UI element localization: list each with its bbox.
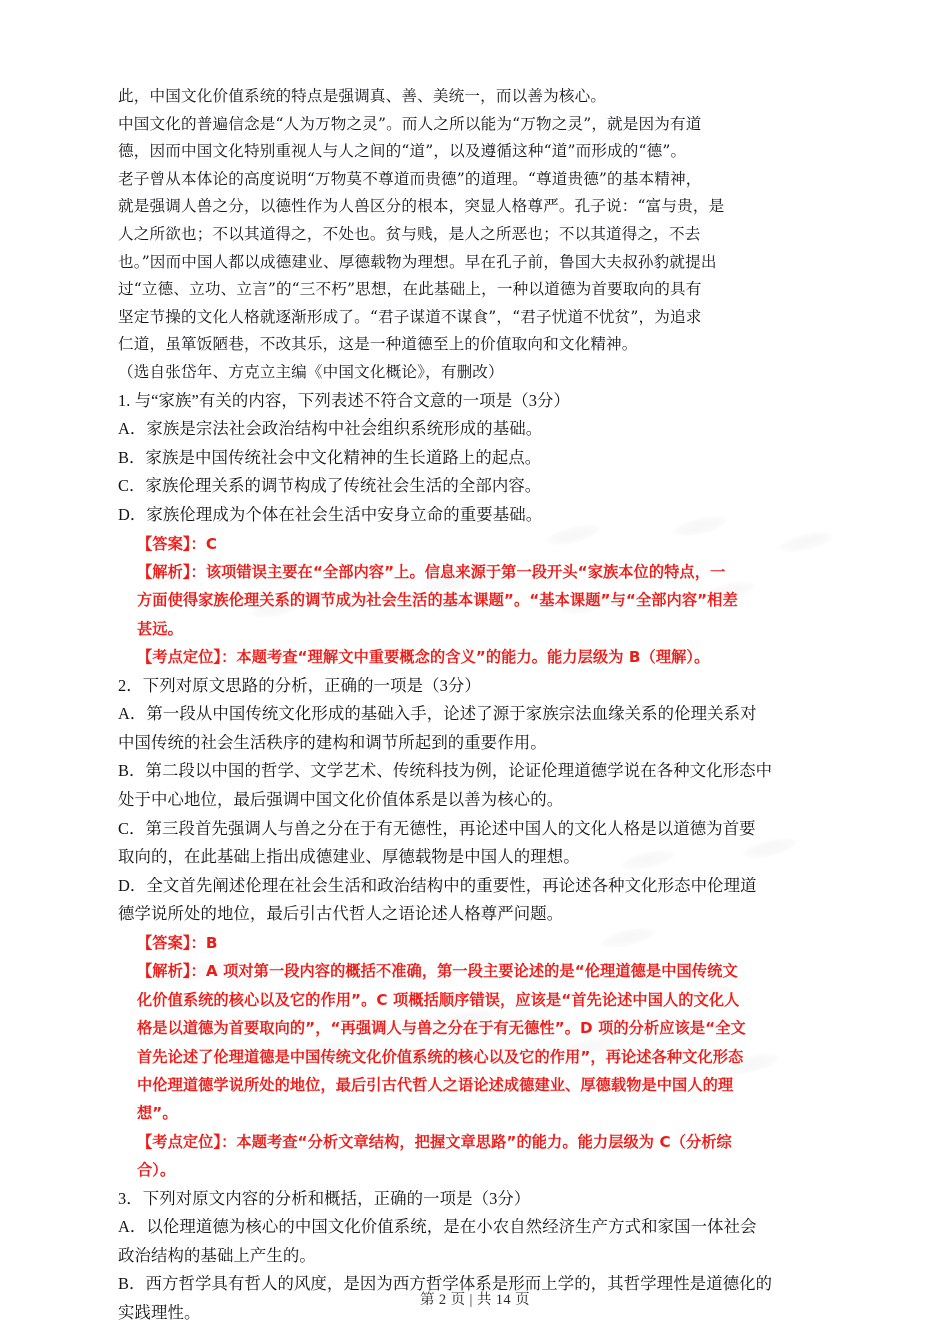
question-1-stem-before: 1. 与“家族”有关的内容，下列表述	[118, 390, 364, 410]
question-2-analysis-line: 格是以道德为首要取向的”，“再强调人与兽之分在于有无德性”。D 项的分析应该是“全文	[137, 1019, 746, 1038]
question-2-option-a[interactable]: A．第一段从中国传统文化形成的基础入手，论述了源于家族宗法血缘关系的伦理关系对	[118, 704, 757, 724]
question-1-locate-line: 【考点定位】：本题考查“理解文中重要概念的含义”的能力。能力层级为 B（理解）。	[137, 648, 710, 667]
question-2-answer	[137, 929, 834, 957]
question-1-stem-emphasis: 不符合 ・・・	[364, 387, 413, 416]
question-2-analysis-line: 首先论述了伦理道德是中国传统文化价值系统的核心以及它的作用”，再论述各种文化形态	[137, 1047, 744, 1066]
question-2-answer-block	[137, 929, 834, 1185]
answer-label: 【答案】：	[137, 534, 206, 553]
question-2-option-a-cont[interactable]: 中国传统的社会生活秩序的建构和调节所起到的重要作用。	[118, 732, 547, 752]
question-2-locate-line: 【考点定位】：本题考查“分析文章结构，把握文章思路”的能力。能力层级为 C（分析综	[137, 1132, 732, 1151]
question-1	[118, 387, 834, 672]
passage-line: 过“立德、立功、立言”的“三不朽”思想，在此基础上，一种以道德为首要取向的具有	[118, 280, 702, 299]
question-1-stem	[118, 387, 834, 416]
question-1-analysis-line: 方面使得家族伦理关系的调节成为社会生活的基本课题”。“基本课题”与“全部内容”相差	[137, 591, 738, 610]
question-2-analysis-line: 化价值系统的核心以及它的作用”。C 项概括顺序错误，应该是“首先论述中国人的文化人	[137, 990, 740, 1009]
question-3-option-b-cont[interactable]: 实践理性。	[118, 1302, 201, 1322]
question-2-option-d-cont[interactable]: 德学说所处的地位，最后引古代哲人之语论述人格尊严问题。	[118, 904, 564, 924]
passage-line: 坚定节操的文化人格就逐渐形成了。“君子谋道不谋食”，“君子忧道不忧贫”，为追求	[118, 307, 702, 326]
passage-line: 仁道，虽箪饭陋巷，不改其乐，这是一种道德至上的价值取向和文化精神。	[118, 335, 638, 354]
answer-label: 【答案】：	[137, 933, 206, 952]
passage-line: 老子曾从本体论的高度说明“万物莫不尊道而贵德”的道理。“尊道贵德”的基本精神，	[118, 169, 702, 188]
question-2-option-b[interactable]: B．第二段以中国的哲学、文学艺术、传统科技为例，论证伦理道德学说在各种文化形态中	[118, 761, 773, 781]
page-footer: 第 2 页 | 共 14 页	[419, 1292, 530, 1308]
passage-block	[118, 83, 834, 387]
passage-line: 中国文化的普遍信念是“人为万物之灵”。而人之所以能为“万物之灵”，就是因为有道	[118, 114, 702, 133]
question-2-analysis-line: 想”。	[137, 1104, 178, 1123]
passage-line: 人之所欲也；不以其道得之，不处也。贫与贱，是人之所恶也；不以其道得之，不去	[118, 224, 701, 243]
question-2-analysis-line: 【解析】：A 项对第一段内容的概括不准确，第一段主要论述的是“伦理道德是中国传统文	[137, 962, 738, 981]
question-1-answer	[137, 530, 834, 558]
question-2-stem: 2．下列对原文思路的分析，正确的一项是（3分）	[118, 675, 481, 695]
question-1-analysis-line: 甚远。	[137, 619, 183, 638]
passage-line: 德，因而中国文化特别重视人与人之间的“道”，以及遵循这种“道”而形成的“德”。	[118, 142, 687, 161]
question-3-option-b[interactable]: B．西方哲学具有哲人的风度，是因为西方哲学体系是形而上学的，其哲学理性是道德化的	[118, 1274, 773, 1294]
question-2-option-d[interactable]: D．全文首先阐述伦理在社会生活和政治结构中的重要性，再论述各种文化形态中伦理道	[118, 875, 757, 895]
question-1-option-c[interactable]: C．家族伦理关系的调节构成了传统社会生活的全部内容。	[118, 476, 542, 496]
question-3-stem: 3．下列对原文内容的分析和概括，正确的一项是（3分）	[118, 1188, 531, 1208]
question-2-option-b-cont[interactable]: 处于中心地位，最后强调中国文化价值体系是以善为核心的。	[118, 789, 564, 809]
question-1-stem-after: 文意的一项是（3分）	[413, 390, 571, 410]
question-3-option-a-cont[interactable]: 政治结构的基础上产生的。	[118, 1245, 316, 1265]
question-1-option-d[interactable]: D．家族伦理成为个体在社会生活中安身立命的重要基础。	[118, 504, 543, 524]
question-2-option-c[interactable]: C．第三段首先强调人与兽之分在于有无德性，再论述中国人的文化人格是以道德为首要	[118, 818, 756, 838]
question-1-answer-block	[137, 530, 834, 672]
question-1-option-b[interactable]: B．家族是中国传统社会中文化精神的生长道路上的起点。	[118, 447, 542, 467]
question-2-locate-line: 合）。	[137, 1161, 176, 1180]
passage-line: 就是强调人兽之分，以德性作为人兽区分的根本，突显人格尊严。孔子说：“富与贵，是	[118, 197, 725, 216]
question-1-analysis-line: 【解析】：该项错误主要在“全部内容”上。信息来源于第一段开头“家族本位的特点，一	[137, 562, 726, 581]
answer-value: B	[205, 933, 218, 952]
passage-source: （选自张岱年、方克立主编《中国文化概论》，有删改）	[118, 362, 504, 381]
passage-line: 此，中国文化价值系统的特点是强调真、善、美统一，而以善为核心。	[118, 87, 607, 105]
question-2	[118, 672, 834, 1185]
question-2-analysis-line: 中伦理道德学说所处的地位，最后引古代哲人之语论述成德建业、厚德载物是中国人的理	[137, 1075, 734, 1094]
question-2-option-c-cont[interactable]: 取向的，在此基础上指出成德建业、厚德载物是中国人的理想。	[118, 847, 580, 867]
passage-line: 也。”因而中国人都以成德建业、厚德载物为理想。早在孔子前，鲁国大夫叔孙豹就提出	[118, 252, 717, 271]
answer-value: C	[205, 534, 218, 553]
question-1-option-a[interactable]: A．家族是宗法社会政治结构中社会组织系统形成的基础。	[118, 419, 543, 439]
document-content	[118, 83, 834, 1328]
question-3-option-a[interactable]: A．以伦理道德为核心的中国文化价值系统，是在小农自然经济生产方式和家国一体社会	[118, 1217, 757, 1237]
